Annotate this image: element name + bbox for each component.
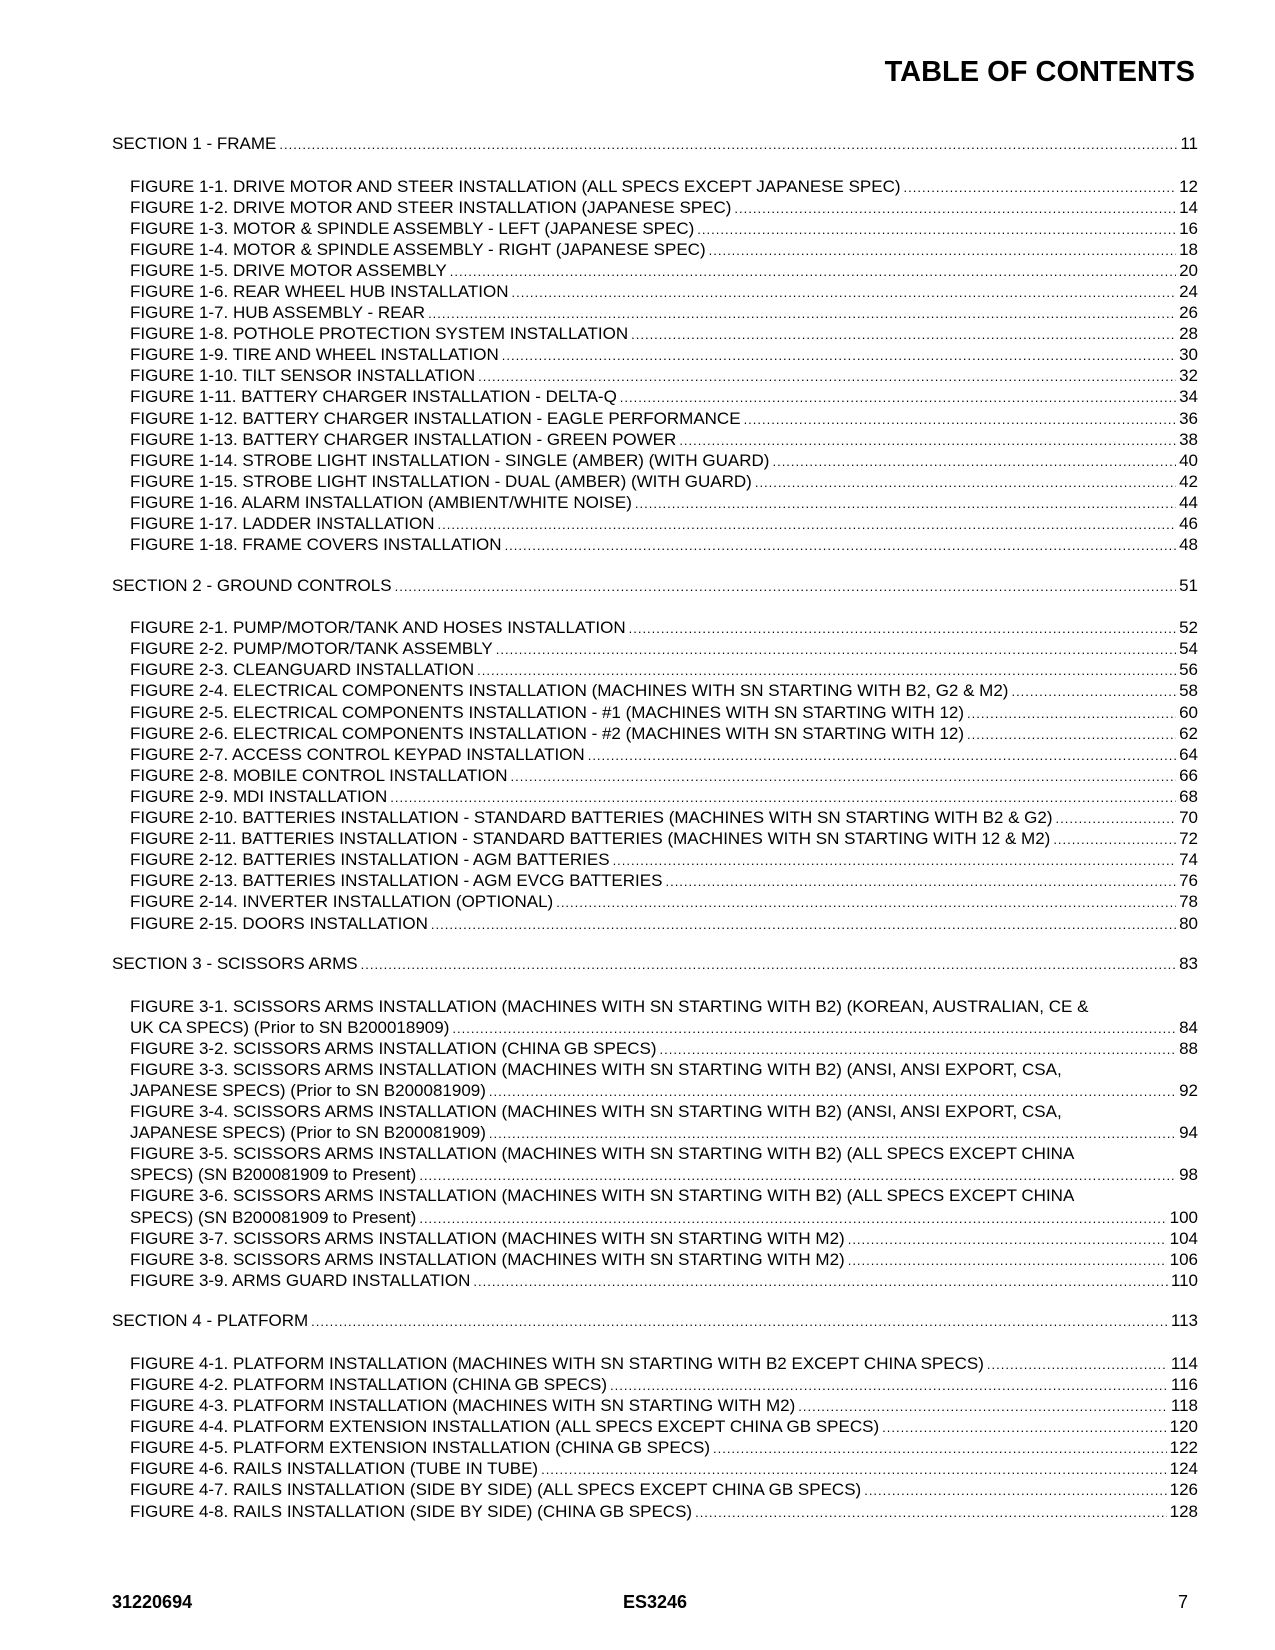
toc-figure-entry[interactable] (112, 450, 1198, 471)
toc-figure-title: FIGURE 1-6. REAR WHEEL HUB INSTALLATION (130, 281, 509, 301)
toc-figure-title: FIGURE 2-13. BATTERIES INSTALLATION - AGM EVCG BATTERIES (130, 871, 663, 891)
toc-figure-entry[interactable] (112, 702, 1198, 723)
toc-section-entry[interactable] (112, 576, 1198, 597)
toc-figure-title: FIGURE 2-8. MOBILE CONTROL INSTALLATION (130, 765, 508, 785)
toc-leader-dots (438, 514, 1177, 535)
toc-figure-entry[interactable] (112, 1122, 1198, 1143)
toc-figure-entry[interactable] (112, 239, 1198, 260)
toc-page-number: 76 (1179, 871, 1198, 891)
toc-leader-dots (473, 1271, 1168, 1292)
toc-page-number: 20 (1179, 260, 1198, 280)
toc-figure-entry[interactable] (112, 828, 1198, 849)
toc-page-number: 118 (1170, 1396, 1198, 1416)
toc-figure-entry[interactable] (112, 197, 1198, 218)
toc-page-number: 100 (1169, 1207, 1198, 1227)
toc-page-number: 92 (1179, 1080, 1198, 1100)
toc-figure-title: FIGURE 2-7. ACCESS CONTROL KEYPAD INSTALLATION (130, 744, 585, 764)
toc-figure-entry[interactable] (112, 344, 1198, 365)
toc-section-entry[interactable] (112, 954, 1198, 975)
toc-page-number: 104 (1169, 1228, 1198, 1248)
toc-leader-dots (390, 787, 1176, 808)
toc-page-number: 64 (1179, 744, 1198, 764)
toc-section-title: SECTION 2 - GROUND CONTROLS (112, 575, 392, 595)
toc-leader-dots (635, 493, 1176, 514)
toc-figure-title: FIGURE 2-2. PUMP/MOTOR/TANK ASSEMBLY (130, 639, 493, 659)
toc-figure-entry[interactable] (112, 365, 1198, 386)
toc-leader-dots (511, 282, 1176, 303)
toc-figure-title: FIGURE 1-3. MOTOR & SPINDLE ASSEMBLY - LEFT (JAPANESE SPEC) (130, 218, 695, 238)
toc-page-number: 46 (1179, 514, 1198, 533)
toc-figure-entry[interactable] (112, 492, 1198, 513)
toc-page-number: 32 (1179, 366, 1198, 386)
toc-page-number: 114 (1170, 1353, 1198, 1373)
toc-figure-entry[interactable] (112, 638, 1198, 659)
toc-section-group (112, 576, 1198, 934)
toc-figure-entry[interactable] (112, 281, 1198, 302)
toc-figure-title: FIGURE 2-4. ELECTRICAL COMPONENTS INSTALLATION (MACHINES WITH SN STARTING WITH B2, G2 & M2) (130, 681, 1009, 701)
toc-figure-title: FIGURE 1-14. STROBE LIGHT INSTALLATION - SINGLE (AMBER) (WITH GUARD) (130, 450, 770, 470)
toc-figure-entry[interactable] (112, 218, 1198, 239)
toc-figure-entry[interactable] (112, 870, 1198, 891)
toc-figure-title: FIGURE 4-2. PLATFORM INSTALLATION (CHINA GB SPECS) (130, 1375, 608, 1394)
toc-leader-dots (279, 135, 1177, 156)
toc-leader-dots (659, 1039, 1176, 1060)
toc-figure-entry[interactable] (112, 1479, 1198, 1500)
toc-page-number: 113 (1170, 1311, 1198, 1331)
toc-leader-dots (1056, 808, 1177, 829)
toc-page-number: 18 (1179, 239, 1198, 259)
toc-section-group (112, 954, 1198, 1291)
footer-model: ES3246 (622, 1592, 688, 1612)
toc-figure-entry[interactable] (112, 1501, 1198, 1522)
toc-figure-title: FIGURE 1-7. HUB ASSEMBLY - REAR (130, 303, 426, 323)
toc-leader-dots (505, 535, 1177, 556)
toc-leader-dots (882, 1417, 1167, 1438)
toc-figure-title: FIGURE 1-1. DRIVE MOTOR AND STEER INSTALLATION (ALL SPECS EXCEPT JAPANESE SPEC) (130, 176, 901, 196)
toc-leader-dots (610, 1375, 1168, 1396)
toc-page-number: 40 (1179, 450, 1198, 470)
toc-figure-title: FIGURE 1-5. DRIVE MOTOR ASSEMBLY (130, 260, 447, 280)
toc-figure-entry[interactable] (112, 744, 1198, 765)
toc-figure-title: FIGURE 2-12. BATTERIES INSTALLATION - AGM BATTERIES (130, 850, 610, 870)
toc-leader-dots (665, 871, 1176, 892)
toc-leader-dots (755, 472, 1176, 493)
table-of-contents (112, 134, 1198, 1542)
toc-leader-dots (967, 724, 1176, 745)
toc-figure-title-line[interactable]: FIGURE 3-6. SCISSORS ARMS INSTALLATION (MACHINES WITH SN STARTING WITH B2) (ALL SPECS EXCEPT CHINA (130, 1186, 1075, 1206)
toc-figure-entry[interactable] (112, 534, 1198, 555)
toc-figure-title-line[interactable]: FIGURE 3-1. SCISSORS ARMS INSTALLATION (MACHINES WITH SN STARTING WITH B2) (KOREAN, AUSTRALIAN, CE & (130, 996, 1089, 1016)
toc-leader-dots (452, 1018, 1176, 1039)
toc-leader-dots (713, 1438, 1167, 1459)
page-footer (112, 1592, 1198, 1616)
toc-figure-title: FIGURE 2-5. ELECTRICAL COMPONENTS INSTALLATION - #1 (MACHINES WITH SN STARTING WITH 12) (130, 702, 965, 722)
toc-figure-title: FIGURE 2-10. BATTERIES INSTALLATION - STANDARD BATTERIES (MACHINES WITH SN STARTING WITH B2 & G2) (130, 808, 1053, 828)
toc-figure-title: FIGURE 3-9. ARMS GUARD INSTALLATION (130, 1270, 471, 1290)
toc-leader-dots (987, 1354, 1168, 1375)
toc-page-number: 83 (1179, 954, 1198, 974)
toc-leader-dots (478, 366, 1176, 387)
toc-figure-entry[interactable] (112, 891, 1198, 912)
toc-figure-title: FIGURE 2-9. MDI INSTALLATION (130, 786, 388, 806)
toc-section-group (112, 1311, 1198, 1521)
toc-figure-entry[interactable] (112, 1437, 1198, 1458)
toc-leader-dots (904, 177, 1177, 198)
toc-leader-dots (734, 198, 1176, 219)
toc-figure-title: FIGURE 1-2. DRIVE MOTOR AND STEER INSTALLATION (JAPANESE SPEC) (130, 197, 732, 217)
toc-figure-title: FIGURE 2-3. CLEANGUARD INSTALLATION (130, 660, 475, 680)
toc-figure-entry[interactable] (112, 302, 1198, 323)
toc-section-entry[interactable] (112, 1311, 1198, 1332)
toc-figure-entry[interactable] (112, 1353, 1198, 1374)
toc-leader-dots (864, 1480, 1166, 1501)
toc-figure-entry[interactable] (112, 386, 1198, 407)
toc-figure-title: UK CA SPECS) (Prior to SN B200018909) (130, 1017, 450, 1037)
toc-figure-entry[interactable] (112, 1228, 1198, 1249)
toc-figure-title: FIGURE 1-17. LADDER INSTALLATION (130, 514, 435, 533)
toc-figure-entry[interactable] (112, 1395, 1198, 1416)
toc-leader-dots (1011, 681, 1176, 702)
toc-page-number: 54 (1179, 639, 1198, 659)
toc-figure-title: FIGURE 1-4. MOTOR & SPINDLE ASSEMBLY - RIGHT (JAPANESE SPEC) (130, 239, 706, 259)
toc-figure-title: FIGURE 4-3. PLATFORM INSTALLATION (MACHINES WITH SN STARTING WITH M2) (130, 1396, 796, 1416)
toc-page-number: 58 (1179, 681, 1198, 701)
toc-figure-title: FIGURE 2-14. INVERTER INSTALLATION (OPTIONAL) (130, 892, 554, 912)
toc-page-number: 38 (1179, 429, 1198, 449)
toc-page-number: 52 (1179, 618, 1198, 638)
toc-page-number: 60 (1179, 702, 1198, 722)
toc-page-number: 28 (1179, 324, 1198, 344)
toc-figure-entry[interactable] (112, 1017, 1198, 1038)
toc-page-number: 24 (1179, 281, 1198, 301)
toc-figure-entry[interactable] (112, 323, 1198, 344)
toc-leader-dots (431, 914, 1176, 935)
toc-leader-dots (428, 303, 1176, 324)
toc-figure-title: FIGURE 4-5. PLATFORM EXTENSION INSTALLATION (CHINA GB SPECS) (130, 1438, 710, 1458)
toc-leader-dots (419, 1165, 1176, 1186)
toc-figure-entry[interactable] (112, 1458, 1198, 1479)
toc-section-group (112, 134, 1198, 555)
toc-page-number: 88 (1179, 1038, 1198, 1058)
toc-figure-title: FIGURE 1-12. BATTERY CHARGER INSTALLATION - EAGLE PERFORMANCE (130, 408, 741, 428)
toc-figure-entry[interactable] (112, 617, 1198, 638)
toc-figure-title: FIGURE 4-4. PLATFORM EXTENSION INSTALLATION (ALL SPECS EXCEPT CHINA GB SPECS) (130, 1417, 880, 1437)
toc-figure-entry[interactable] (112, 1270, 1198, 1291)
toc-page-number: 126 (1169, 1480, 1198, 1500)
toc-page-number: 80 (1179, 913, 1198, 933)
toc-leader-dots (541, 1459, 1167, 1480)
toc-leader-dots (489, 1123, 1176, 1144)
toc-figure-title: FIGURE 1-8. POTHOLE PROTECTION SYSTEM INSTALLATION (130, 324, 629, 344)
toc-figure-title: FIGURE 1-16. ALARM INSTALLATION (AMBIENT/WHITE NOISE) (130, 492, 632, 512)
toc-figure-entry[interactable] (112, 786, 1198, 807)
toc-figure-entry[interactable] (112, 807, 1198, 828)
toc-page-number: 110 (1170, 1270, 1198, 1290)
toc-page-number: 30 (1179, 345, 1198, 365)
toc-page-number: 106 (1169, 1249, 1198, 1269)
toc-page-number: 62 (1179, 723, 1198, 743)
toc-page-number: 116 (1170, 1375, 1198, 1394)
toc-figure-title: FIGURE 1-13. BATTERY CHARGER INSTALLATION - GREEN POWER (130, 429, 677, 449)
toc-page-number: 68 (1179, 786, 1198, 806)
toc-figure-title: FIGURE 1-15. STROBE LIGHT INSTALLATION - DUAL (AMBER) (WITH GUARD) (130, 471, 752, 491)
toc-leader-dots (361, 955, 1176, 976)
page-title: TABLE OF CONTENTS (884, 56, 1195, 88)
toc-figure-entry[interactable] (112, 513, 1198, 534)
toc-leader-dots (419, 1208, 1166, 1229)
toc-figure-title: FIGURE 1-10. TILT SENSOR INSTALLATION (130, 366, 476, 386)
toc-leader-dots (489, 1081, 1176, 1102)
toc-figure-title: FIGURE 2-6. ELECTRICAL COMPONENTS INSTALLATION - #2 (MACHINES WITH SN STARTING WITH 12) (130, 723, 965, 743)
toc-figure-entry[interactable] (112, 176, 1198, 197)
toc-page-number: 12 (1179, 176, 1198, 196)
toc-page-number: 74 (1179, 850, 1198, 870)
toc-page-number: 70 (1179, 808, 1198, 828)
toc-figure-entry[interactable] (112, 1374, 1198, 1395)
toc-page-number: 84 (1179, 1017, 1198, 1037)
toc-figure-title: FIGURE 4-7. RAILS INSTALLATION (SIDE BY SIDE) (ALL SPECS EXCEPT CHINA GB SPECS) (130, 1480, 862, 1500)
toc-page-number: 36 (1179, 408, 1198, 428)
toc-section-entry[interactable] (112, 134, 1198, 155)
toc-figure-title: SPECS) (SN B200081909 to Present) (130, 1165, 417, 1185)
toc-figure-title: FIGURE 3-7. SCISSORS ARMS INSTALLATION (MACHINES WITH SN STARTING WITH M2) (130, 1228, 845, 1248)
toc-leader-dots (798, 1396, 1168, 1417)
toc-page-number: 124 (1169, 1459, 1198, 1479)
toc-figure-entry[interactable] (112, 1207, 1198, 1228)
toc-figure-title-line[interactable]: FIGURE 3-5. SCISSORS ARMS INSTALLATION (MACHINES WITH SN STARTING WITH B2) (ALL SPECS EXCEPT CHINA (130, 1144, 1075, 1164)
toc-page-number: 26 (1179, 303, 1198, 323)
toc-leader-dots (679, 430, 1176, 451)
toc-leader-dots (511, 766, 1177, 787)
toc-page-number: 78 (1179, 892, 1198, 912)
toc-page-number: 11 (1180, 134, 1198, 153)
toc-figure-title: JAPANESE SPECS) (Prior to SN B200081909) (130, 1123, 486, 1143)
toc-figure-title-line[interactable]: FIGURE 3-3. SCISSORS ARMS INSTALLATION (MACHINES WITH SN STARTING WITH B2) (ANSI, ANSI EXPORT, CSA, (130, 1059, 1062, 1079)
toc-section-title: SECTION 3 - SCISSORS ARMS (112, 954, 358, 974)
toc-page-number: 51 (1179, 575, 1198, 595)
toc-figure-entry[interactable] (112, 1038, 1198, 1059)
toc-leader-dots (613, 850, 1177, 871)
toc-figure-entry[interactable] (112, 1249, 1198, 1270)
toc-figure-entry[interactable] (112, 765, 1198, 786)
toc-leader-dots (502, 345, 1176, 366)
toc-leader-dots (848, 1229, 1167, 1250)
toc-page-number: 66 (1179, 765, 1198, 785)
toc-leader-dots (450, 261, 1176, 282)
toc-page-number: 34 (1179, 387, 1198, 407)
toc-figure-title: FIGURE 2-11. BATTERIES INSTALLATION - STANDARD BATTERIES (MACHINES WITH SN STARTING WITH 12 & M2) (130, 829, 1051, 849)
toc-leader-dots (311, 1312, 1168, 1333)
footer-page-number: 7 (1177, 1592, 1188, 1612)
toc-page-number: 128 (1169, 1501, 1198, 1521)
toc-figure-entry[interactable] (112, 849, 1198, 870)
toc-leader-dots (1053, 829, 1176, 850)
toc-figure-entry[interactable] (112, 1164, 1198, 1185)
toc-figure-title: FIGURE 1-9. TIRE AND WHEEL INSTALLATION (130, 345, 499, 365)
toc-figure-entry[interactable] (112, 680, 1198, 701)
toc-leader-dots (695, 1502, 1167, 1523)
toc-leader-dots (631, 324, 1176, 345)
toc-leader-dots (395, 577, 1176, 598)
toc-leader-dots (709, 240, 1176, 261)
toc-figure-entry[interactable] (112, 429, 1198, 450)
toc-leader-dots (772, 451, 1176, 472)
toc-figure-title: FIGURE 1-18. FRAME COVERS INSTALLATION (130, 535, 502, 555)
toc-page-number: 56 (1179, 660, 1198, 680)
toc-leader-dots (588, 745, 1176, 766)
toc-figure-entry[interactable] (112, 260, 1198, 281)
toc-figure-title: FIGURE 4-1. PLATFORM INSTALLATION (MACHINES WITH SN STARTING WITH B2 EXCEPT CHINA SPECS) (130, 1353, 984, 1373)
toc-figure-title: FIGURE 3-2. SCISSORS ARMS INSTALLATION (CHINA GB SPECS) (130, 1038, 657, 1058)
toc-figure-title-line[interactable]: FIGURE 3-4. SCISSORS ARMS INSTALLATION (MACHINES WITH SN STARTING WITH B2) (ANSI, ANSI EXPORT, CSA, (130, 1102, 1062, 1122)
toc-section-title: SECTION 1 - FRAME (112, 134, 277, 153)
toc-leader-dots (477, 660, 1176, 681)
toc-figure-title: FIGURE 4-8. RAILS INSTALLATION (SIDE BY SIDE) (CHINA GB SPECS) (130, 1501, 693, 1521)
toc-page-number: 42 (1179, 471, 1198, 491)
toc-leader-dots (967, 703, 1176, 724)
toc-figure-entry[interactable] (112, 1080, 1198, 1101)
toc-figure-title: FIGURE 4-6. RAILS INSTALLATION (TUBE IN TUBE) (130, 1459, 539, 1479)
toc-figure-title: SPECS) (SN B200081909 to Present) (130, 1207, 417, 1227)
toc-leader-dots (556, 892, 1176, 913)
toc-figure-title: FIGURE 3-8. SCISSORS ARMS INSTALLATION (MACHINES WITH SN STARTING WITH M2) (130, 1249, 845, 1269)
toc-figure-entry[interactable] (112, 1416, 1198, 1437)
toc-leader-dots (620, 387, 1176, 408)
toc-page-number: 48 (1179, 535, 1198, 555)
toc-leader-dots (496, 639, 1176, 660)
toc-leader-dots (848, 1250, 1167, 1271)
toc-page-number: 98 (1179, 1165, 1198, 1185)
toc-figure-entry[interactable] (112, 659, 1198, 680)
toc-figure-entry[interactable] (112, 723, 1198, 744)
toc-figure-entry[interactable] (112, 913, 1198, 934)
toc-figure-entry[interactable] (112, 471, 1198, 492)
footer-part-number: 31220694 (112, 1592, 193, 1612)
toc-leader-dots (629, 618, 1176, 639)
toc-figure-entry[interactable] (112, 408, 1198, 429)
toc-figure-title: FIGURE 2-15. DOORS INSTALLATION (130, 913, 428, 933)
toc-figure-title: JAPANESE SPECS) (Prior to SN B200081909) (130, 1080, 486, 1100)
toc-page-number: 120 (1169, 1417, 1198, 1437)
toc-page-number: 44 (1179, 492, 1198, 512)
toc-figure-title: FIGURE 2-1. PUMP/MOTOR/TANK AND HOSES INSTALLATION (130, 618, 626, 638)
toc-figure-title: FIGURE 1-11. BATTERY CHARGER INSTALLATION - DELTA-Q (130, 387, 617, 407)
toc-page-number: 94 (1179, 1123, 1198, 1143)
toc-leader-dots (697, 219, 1176, 240)
toc-page-number: 122 (1169, 1438, 1198, 1458)
toc-page-number: 14 (1179, 197, 1198, 217)
toc-leader-dots (744, 409, 1177, 430)
toc-page-number: 72 (1179, 829, 1198, 849)
toc-section-title: SECTION 4 - PLATFORM (112, 1311, 309, 1331)
toc-page-number: 16 (1179, 218, 1198, 238)
